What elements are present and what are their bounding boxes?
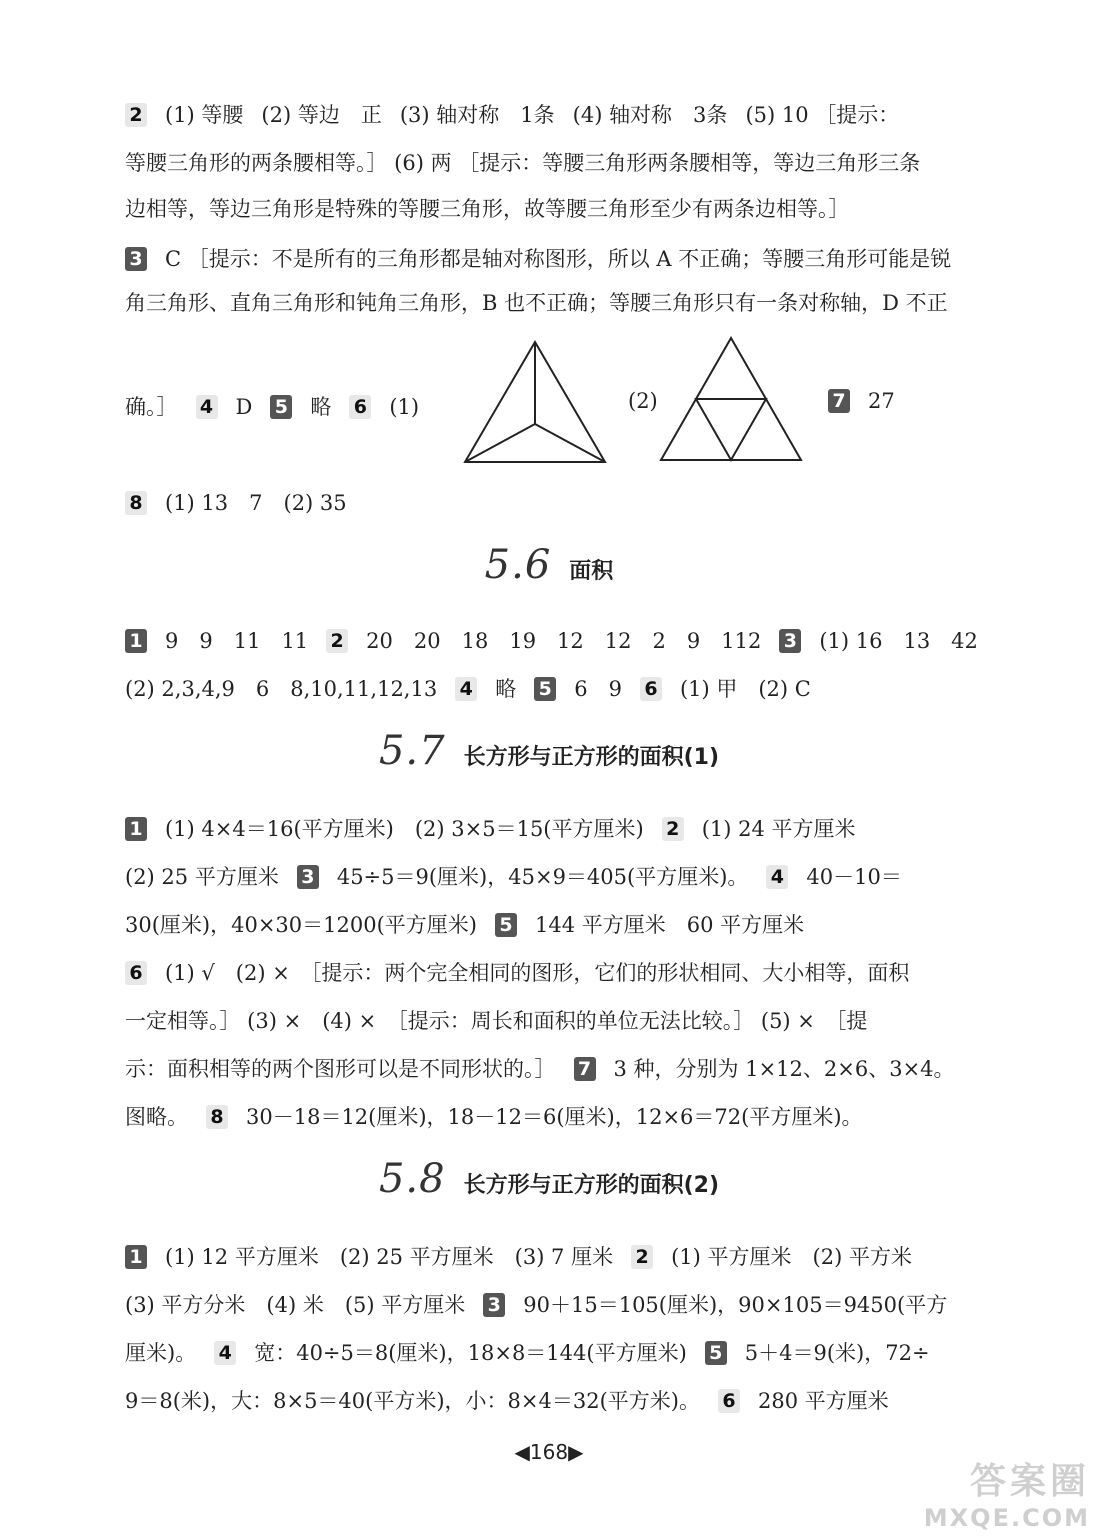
- answer-line: [125, 1338, 1008, 1368]
- answer-text: (2) 等边 正: [261, 103, 382, 127]
- question-badge: 2: [662, 817, 684, 841]
- answer-line: [125, 1102, 1008, 1132]
- answer-line: [125, 488, 1008, 518]
- question-badge: 6: [349, 395, 371, 419]
- answer-text: 确。］: [125, 395, 178, 419]
- question-badge: 8: [206, 1105, 228, 1129]
- watermark-logo: [924, 1453, 1090, 1532]
- question-badge: 3: [779, 629, 801, 653]
- question-badge: 3: [297, 865, 319, 889]
- question-badge: 5: [705, 1341, 727, 1365]
- question-badge: 1: [125, 817, 147, 841]
- answer-text: 图略。: [125, 1105, 188, 1129]
- answer-line: 边相等，等边三角形是特殊的等腰三角形，故等腰三角形至少有两条边相等。］: [125, 197, 850, 221]
- answer-text: 280 平方厘米: [757, 1389, 889, 1413]
- answer-text: 厘米)。: [125, 1341, 197, 1365]
- section-title: 面积: [569, 559, 614, 584]
- question-badge: 3: [125, 247, 147, 271]
- answer-line: [125, 244, 1008, 274]
- answer-text: (3) 平方分米 (4) 米 (5) 平方厘米: [125, 1293, 466, 1317]
- answer-text: 40－10＝: [806, 865, 902, 889]
- question-badge: 5: [270, 395, 292, 419]
- answer-text: 20 20 18 19 12 12 2 9 112: [366, 629, 762, 653]
- section-title: 长方形与正方形的面积(2): [463, 1173, 720, 1198]
- answer-line: [125, 814, 1008, 844]
- answer-line: 一定相等。］ (3) × (4) × ［提示：周长和面积的单位无法比较。］ (5) × ［提: [125, 1009, 868, 1033]
- answer-line: [125, 958, 1008, 988]
- answer-text: 5＋4＝9(米)，72÷: [744, 1341, 930, 1365]
- answer-text: 宽：40÷5＝8(厘米)，18×8＝144(平方厘米): [254, 1341, 687, 1365]
- answer-text: (1) 13 7 (2) 35: [165, 491, 347, 515]
- answer-text: (5) 10 ［提示：: [745, 103, 900, 127]
- question-badge: 6: [125, 961, 147, 985]
- answer-text: (1) 甲 (2) C: [679, 677, 811, 701]
- question-badge: 7: [574, 1057, 596, 1081]
- answer-line: [125, 910, 1008, 940]
- section-heading: [0, 728, 1098, 774]
- answer-line: [125, 1290, 1008, 1320]
- watermark-url: MXQE.COM: [923, 1504, 1090, 1532]
- answer-line: [125, 674, 1008, 704]
- answer-text: (2) 2,3,4,9 6 8,10,11,12,13: [125, 677, 438, 701]
- question-badge: 1: [125, 629, 147, 653]
- answer-line: 角三角形、直角三角形和钝角三角形，B 也不正确；等腰三角形只有一条对称轴，D 不正: [125, 291, 948, 315]
- section-heading: [0, 542, 1098, 588]
- answer-text: D: [235, 395, 253, 419]
- question-badge: 3: [483, 1293, 505, 1317]
- section-number: 5.6: [484, 542, 552, 588]
- question-badge: 4: [214, 1341, 236, 1365]
- question-badge: 2: [631, 1245, 653, 1269]
- question-badge: 8: [125, 491, 147, 515]
- question-badge: 5: [534, 677, 556, 701]
- answer-text: (2) 25 平方厘米: [125, 865, 279, 889]
- answer-line: 等腰三角形的两条腰相等。］ (6) 两 ［提示：等腰三角形两条腰相等，等边三角形三条: [125, 151, 921, 175]
- answer-line: [828, 386, 913, 416]
- question-badge: 2: [326, 629, 348, 653]
- answer-text: (1) 4×4＝16(平方厘米) (2) 3×5＝15(平方厘米): [165, 817, 644, 841]
- answer-text: C ［提示：不是所有的三角形都是轴对称图形，所以 A 不正确；等腰三角形可能是锐: [165, 247, 952, 271]
- answer-line: [125, 100, 1008, 130]
- question-badge: 2: [125, 103, 147, 127]
- answer-text: 3 种，分别为 1×12、2×6、3×4。: [613, 1057, 955, 1081]
- answer-text: (1) 平方厘米 (2) 平方米: [671, 1245, 912, 1269]
- page-number: ◀168▶: [514, 1440, 584, 1464]
- question-badge: 4: [455, 677, 477, 701]
- section-number: 5.8: [378, 1156, 446, 1202]
- answer-text: (1) 24 平方厘米: [701, 817, 856, 841]
- answer-text: (2): [628, 389, 658, 413]
- question-badge: 4: [196, 395, 218, 419]
- answer-line: [125, 1242, 1008, 1272]
- section-heading: [0, 1156, 1098, 1202]
- question-badge: 1: [125, 1245, 147, 1269]
- answer-text: 30－18＝12(厘米)，18－12＝6(厘米)，12×6＝72(平方厘米)。: [246, 1105, 863, 1129]
- answer-text: (1) 等腰: [165, 103, 244, 127]
- answer-text: 6 9: [574, 677, 622, 701]
- question-badge: 6: [718, 1389, 740, 1413]
- answer-text: (1): [389, 395, 420, 419]
- answer-text: 45÷5＝9(厘米)，45×9＝405(平方厘米)。: [336, 865, 749, 889]
- answer-text: 示：面积相等的两个图形可以是不同形状的。］: [125, 1057, 556, 1081]
- answer-text: (3) 轴对称 1条: [399, 103, 555, 127]
- answer-line: [125, 1054, 1008, 1084]
- section-title: 长方形与正方形的面积(1): [463, 745, 720, 770]
- question-badge: 4: [766, 865, 788, 889]
- answer-text: 30(厘米)，40×30＝1200(平方厘米): [125, 913, 477, 937]
- question-badge: 7: [828, 389, 850, 413]
- answer-line: [125, 626, 1008, 656]
- answer-text: 27: [868, 389, 895, 413]
- answer-text: 略: [495, 677, 517, 701]
- answer-text: (1) √ (2) × ［提示：两个完全相同的图形，它们的形状相同、大小相等，面积: [165, 961, 910, 985]
- watermark-text: 答案圈: [969, 1461, 1090, 1502]
- answer-text: 144 平方厘米 60 平方厘米: [534, 913, 805, 937]
- question-badge: 6: [640, 677, 662, 701]
- triangle-figure-1: [460, 338, 610, 468]
- answer-text: (1) 16 13 42: [819, 629, 978, 653]
- answer-line: [125, 1386, 1008, 1416]
- triangle-figure-2: [656, 334, 806, 466]
- answer-text: 90＋15＝105(厘米)，90×105＝9450(平方: [523, 1293, 948, 1317]
- answer-text: 略: [310, 395, 332, 419]
- answer-line: [125, 862, 1008, 892]
- answer-text: 9＝8(米)，大：8×5＝40(平方米)，小：8×4＝32(平方米)。: [125, 1389, 700, 1413]
- section-number: 5.7: [378, 728, 446, 774]
- answer-text: (4) 轴对称 3条: [572, 103, 728, 127]
- question-badge: 5: [495, 913, 517, 937]
- answer-text: (1) 12 平方厘米 (2) 25 平方厘米 (3) 7 厘米: [165, 1245, 614, 1269]
- answer-text: 9 9 11 11: [165, 629, 309, 653]
